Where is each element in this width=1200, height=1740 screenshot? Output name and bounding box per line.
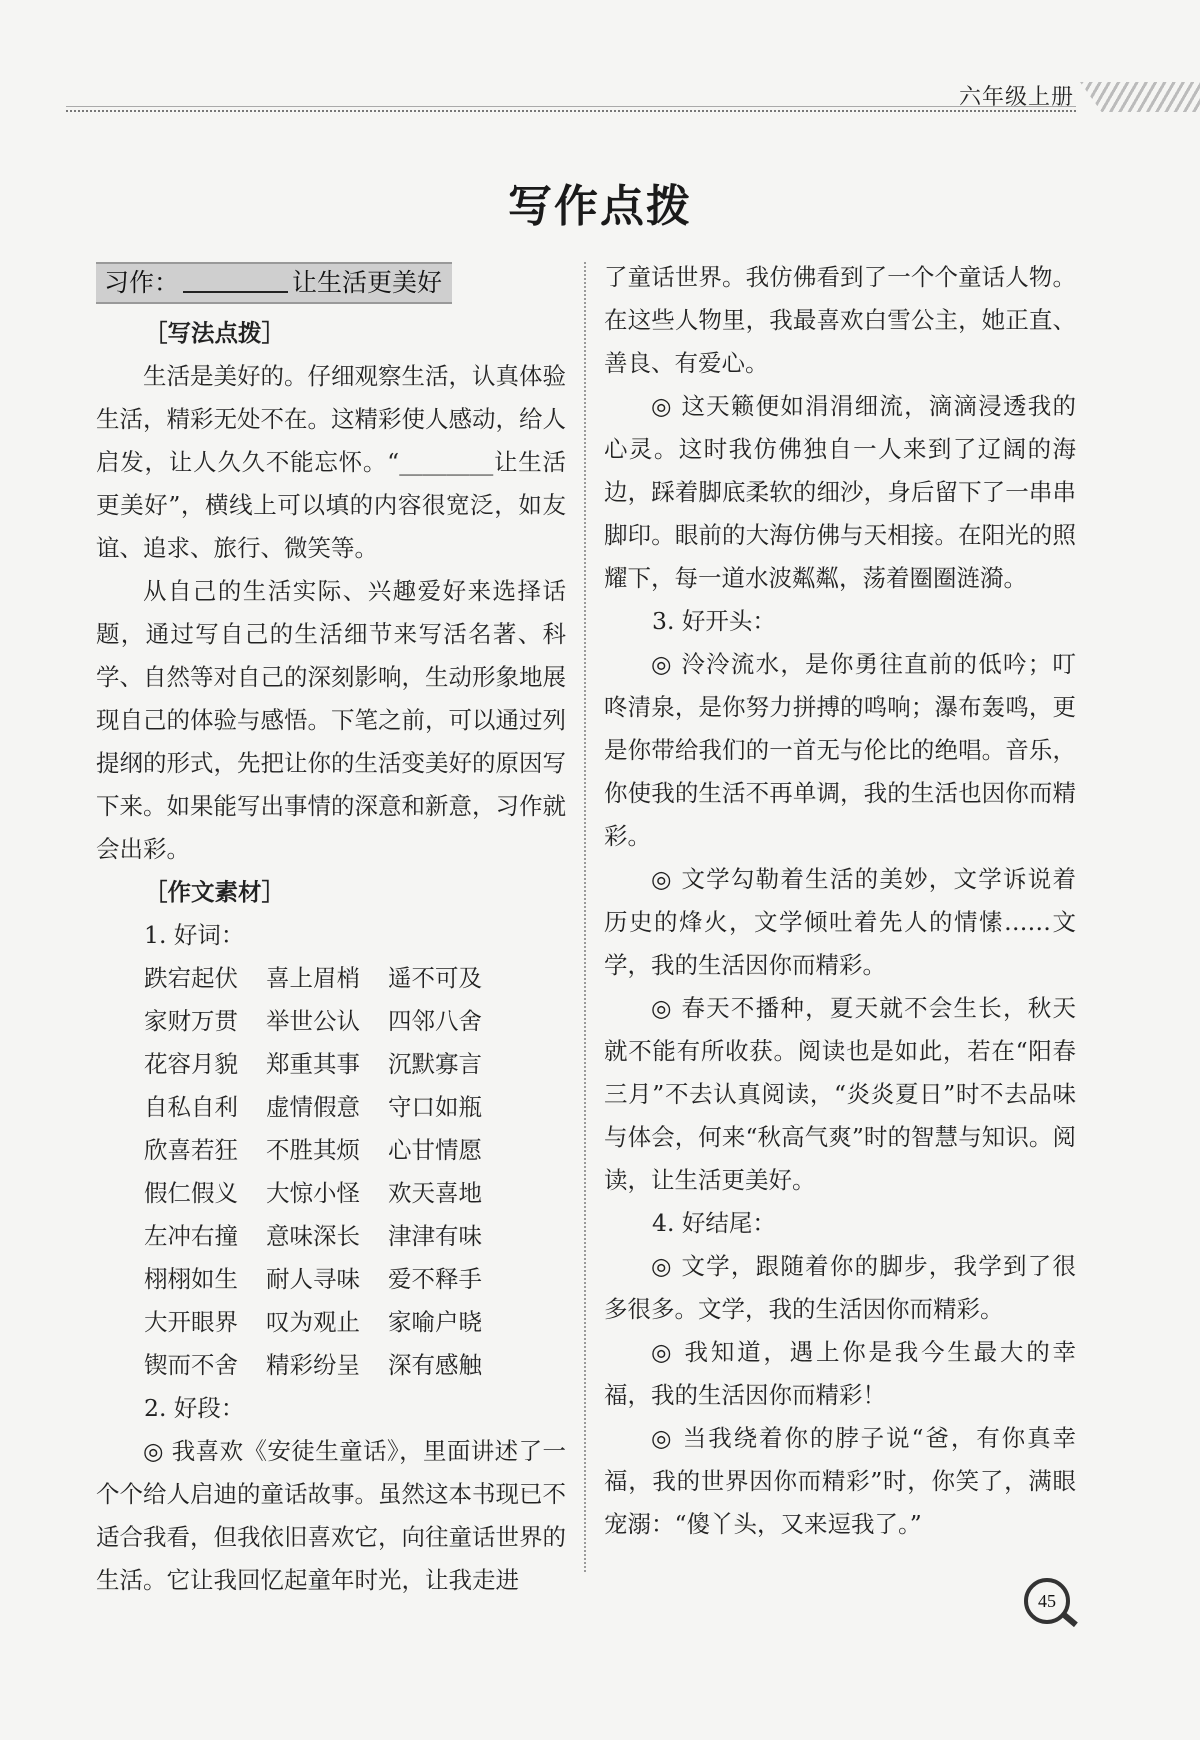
page-title: 写作点拨: [508, 181, 692, 232]
word-item: 喜上眉梢: [266, 964, 360, 992]
good-paragraph-2: ◎ 这天籁便如涓涓细流，滴滴浸透我的心灵。这时我仿佛独自一人来到了辽阔的海边，踩着脚底柔软的细沙，身后留下了一串串脚印。眼前的大海仿佛与天相接。在阳光的照耀下，每一道水波粼粼，荡着圈圈涟漪。: [604, 392, 1076, 592]
word-item: 爱不释手: [388, 1265, 482, 1293]
word-item: 大开眼界: [144, 1308, 238, 1336]
section-banner: [96, 262, 452, 304]
word-item: 意味深长: [266, 1222, 360, 1250]
word-item: 沉默寡言: [388, 1050, 482, 1078]
opening-example-2: ◎ 文学勾勒着生活的美妙，文学诉说着历史的烽火，文学倾吐着先人的情愫……文学，我的生活因你而精彩。: [604, 865, 1076, 979]
method-heading: ［写法点拨］: [144, 319, 285, 347]
word-item: 大惊小怪: [266, 1179, 360, 1207]
word-item: 四邻八舍: [388, 1007, 482, 1035]
word-item: 花容月貌: [144, 1050, 238, 1078]
word-item: 心甘情愿: [388, 1136, 482, 1164]
paragraph-heading: 2. 好段：: [144, 1394, 245, 1422]
word-item: 锲而不舍: [144, 1351, 238, 1379]
banner-blank-line: [183, 269, 288, 293]
method-paragraph-2: 从自己的生活实际、兴趣爱好来选择话题，通过写自己的生活细节来写活名著、科学、自然等对自己的深刻影响，生动形象地展现自己的体验与感悟。下笔之前，可以通过列提纲的形式，先把让你的生活变美好的原因写下来。如果能写出事情的深意和新意，习作就会出彩。: [96, 577, 566, 863]
word-item: 虚情假意: [266, 1093, 360, 1121]
word-item: 家财万贯: [144, 1007, 238, 1035]
ending-heading: 4. 好结尾：: [652, 1209, 776, 1237]
ending-example-3: ◎ 当我绕着你的脖子说“爸，有你真幸福，我的世界因你而精彩”时，你笑了，满眼宠溺：“傻丫头，又来逗我了。”: [604, 1424, 1076, 1538]
header-stripes-decoration: [1080, 82, 1200, 112]
method-paragraph-1: 生活是美好的。仔细观察生活，认真体验生活，精彩无处不在。这精彩使人感动，给人启发，让人久久不能忘怀。“________让生活更美好”，横线上可以填的内容很宽泛，如友谊、追求、旅行、微笑等。: [96, 362, 566, 562]
word-item: 欢天喜地: [388, 1179, 482, 1207]
word-item: 栩栩如生: [144, 1265, 238, 1293]
good-paragraph-1-start: ◎ 我喜欢《安徒生童话》，里面讲述了一个个给人启迪的童话故事。虽然这本书现已不适合我看，但我依旧喜欢它，向往童话世界的生活。它让我回忆起童年时光，让我走进: [96, 1437, 566, 1594]
words-heading: 1. 好词：: [144, 921, 245, 949]
word-item: 郑重其事: [266, 1050, 360, 1078]
opening-heading: 3. 好开头：: [652, 607, 776, 635]
page-number-magnifier-handle: [1060, 1611, 1078, 1627]
page-number: 45: [1024, 1578, 1070, 1624]
word-item: 精彩纷呈: [266, 1351, 360, 1379]
word-item: 深有感触: [388, 1351, 482, 1379]
ending-example-1: ◎ 文学，跟随着你的脚步，我学到了很多很多。文学，我的生活因你而精彩。: [604, 1252, 1076, 1323]
word-item: 叹为观止: [266, 1308, 360, 1336]
grade-label: 六年级上册: [958, 85, 1074, 110]
material-heading: ［作文素材］: [144, 878, 285, 906]
word-item: 自私自利: [144, 1093, 238, 1121]
header-rule: [66, 106, 1076, 107]
opening-example-3: ◎ 春天不播种，夏天就不会生长，秋天就不能有所收获。阅读也是如此，若在“阳春三月”不去认真阅读，“炎炎夏日”时不去品味与体会，何来“秋高气爽”时的智慧与知识。阅读，让生活更美好。: [604, 994, 1076, 1194]
banner-prefix: 习作：: [104, 268, 180, 297]
word-item: 假仁假义: [144, 1179, 238, 1207]
word-item: 津津有味: [388, 1222, 482, 1250]
words-grid: [96, 957, 566, 1387]
banner-suffix: 让生活更美好: [292, 268, 443, 297]
word-item: 欣喜若狂: [144, 1136, 238, 1164]
right-column: [604, 256, 1076, 1546]
word-item: 左冲右撞: [144, 1222, 238, 1250]
word-item: 家喻户晓: [388, 1308, 482, 1336]
column-divider: [584, 262, 586, 1572]
word-item: 守口如瓶: [388, 1093, 482, 1121]
word-item: 不胜其烦: [266, 1136, 360, 1164]
left-column: [96, 312, 566, 1602]
word-item: 跌宕起伏: [144, 964, 238, 992]
header-dotted-rule: [66, 110, 1076, 112]
good-paragraph-1-continued: 了童话世界。我仿佛看到了一个个童话人物。在这些人物里，我最喜欢白雪公主，她正直、善良、有爱心。: [604, 263, 1076, 377]
ending-example-2: ◎ 我知道，遇上你是我今生最大的幸福，我的生活因你而精彩！: [604, 1338, 1076, 1409]
word-item: 举世公认: [266, 1007, 360, 1035]
opening-example-1: ◎ 泠泠流水，是你勇往直前的低吟；叮咚清泉，是你努力拼搏的鸣响；瀑布轰鸣，更是你带给我们的一首无与伦比的绝唱。音乐，你使我的生活不再单调，我的生活也因你而精彩。: [604, 650, 1076, 850]
word-item: 耐人寻味: [266, 1265, 360, 1293]
word-item: 遥不可及: [388, 964, 482, 992]
